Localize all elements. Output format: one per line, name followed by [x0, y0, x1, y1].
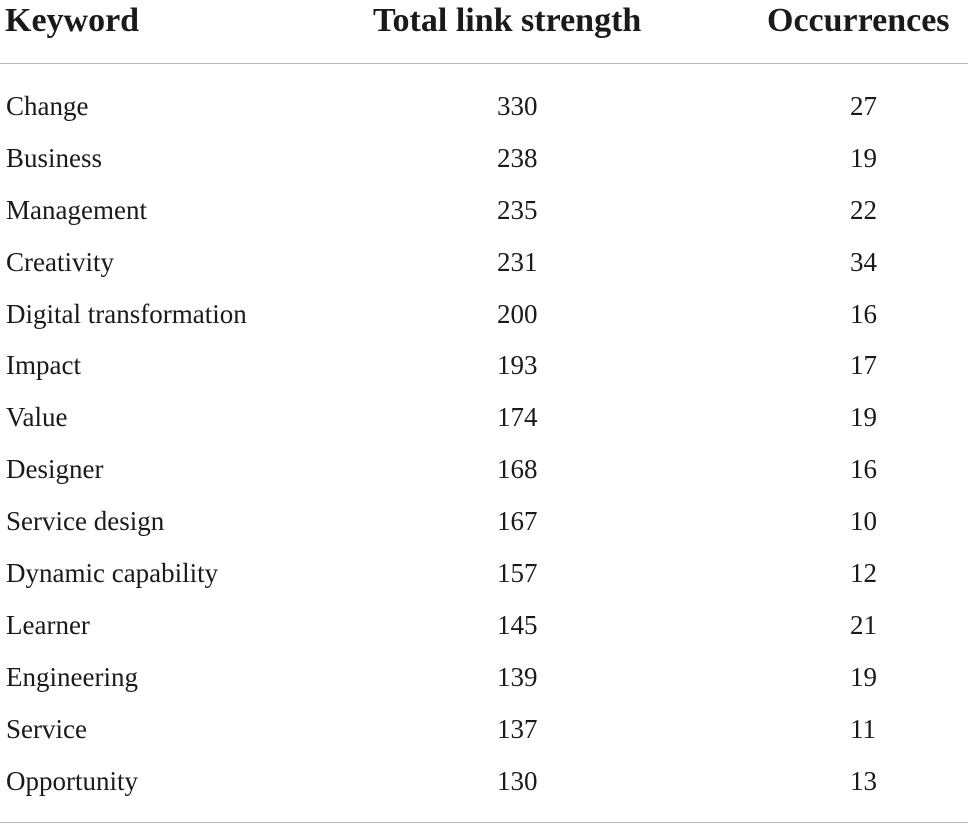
occurrences-cell: 27	[850, 91, 877, 121]
table-row	[0, 496, 968, 548]
keyword-cell: Creativity	[6, 246, 114, 277]
total-link-strength-cell: 130	[497, 765, 538, 796]
occurrences-cell: 16	[850, 454, 877, 485]
occurrences-cell: 10	[850, 506, 877, 537]
occurrences-cell: 12	[850, 558, 877, 589]
table-row	[0, 600, 968, 652]
keyword-cell: Digital transformation	[6, 298, 247, 329]
occurrences-cell: 19	[850, 402, 877, 433]
total-link-strength-cell: 200	[497, 298, 538, 329]
keyword-cell: Service	[6, 713, 87, 744]
occurrences-cell: 22	[850, 194, 877, 225]
keyword-cell: Service design	[6, 506, 165, 537]
keyword-cell: Designer	[6, 454, 104, 485]
total-link-strength-cell: 168	[497, 454, 538, 485]
occurrences-cell: 11	[850, 713, 876, 744]
total-link-strength-cell: 238	[497, 142, 538, 173]
total-link-strength-cell: 139	[497, 661, 538, 692]
keyword-cell: Opportunity	[6, 765, 138, 796]
keyword-cell: Management	[6, 194, 147, 225]
keyword-cell: Impact	[6, 350, 81, 381]
table-row	[0, 185, 968, 237]
total-link-strength-cell: 145	[497, 609, 538, 640]
table-row	[0, 133, 968, 185]
keyword-cell: Business	[6, 142, 103, 173]
table-row	[0, 81, 968, 133]
keyword-cell: Change	[6, 91, 89, 121]
header-total-link-strength: Total link strength	[373, 2, 642, 39]
table-row	[0, 237, 968, 289]
total-link-strength-cell: 231	[497, 246, 538, 277]
table-header	[5, 0, 965, 42]
total-link-strength-cell: 137	[497, 713, 538, 744]
total-link-strength-cell: 193	[497, 350, 538, 381]
header-occurrences: Occurrences	[767, 2, 950, 39]
keyword-cell: Dynamic capability	[6, 558, 219, 589]
table-row	[0, 704, 968, 756]
table-bottom-rule	[0, 822, 968, 823]
occurrences-cell: 21	[850, 609, 877, 640]
table-row	[0, 444, 968, 496]
table-body	[0, 81, 968, 807]
occurrences-cell: 17	[850, 350, 877, 381]
table-row	[0, 756, 968, 808]
table-row	[0, 548, 968, 600]
total-link-strength-cell: 174	[497, 402, 538, 433]
total-link-strength-cell: 235	[497, 194, 538, 225]
header-keyword: Keyword	[5, 2, 140, 39]
header-rule	[0, 63, 968, 64]
occurrences-cell: 19	[850, 142, 877, 173]
keyword-cell: Learner	[6, 609, 90, 640]
total-link-strength-cell: 157	[497, 558, 538, 589]
total-link-strength-cell: 330	[497, 91, 538, 121]
occurrences-cell: 19	[850, 661, 877, 692]
table-row	[0, 392, 968, 444]
occurrences-cell: 13	[850, 765, 877, 796]
occurrences-cell: 34	[850, 246, 877, 277]
keyword-cell: Value	[6, 402, 68, 433]
occurrences-cell: 16	[850, 298, 877, 329]
table-row	[0, 289, 968, 341]
total-link-strength-cell: 167	[497, 506, 538, 537]
keyword-cell: Engineering	[6, 661, 138, 692]
table-row	[0, 652, 968, 704]
table-row	[0, 340, 968, 392]
